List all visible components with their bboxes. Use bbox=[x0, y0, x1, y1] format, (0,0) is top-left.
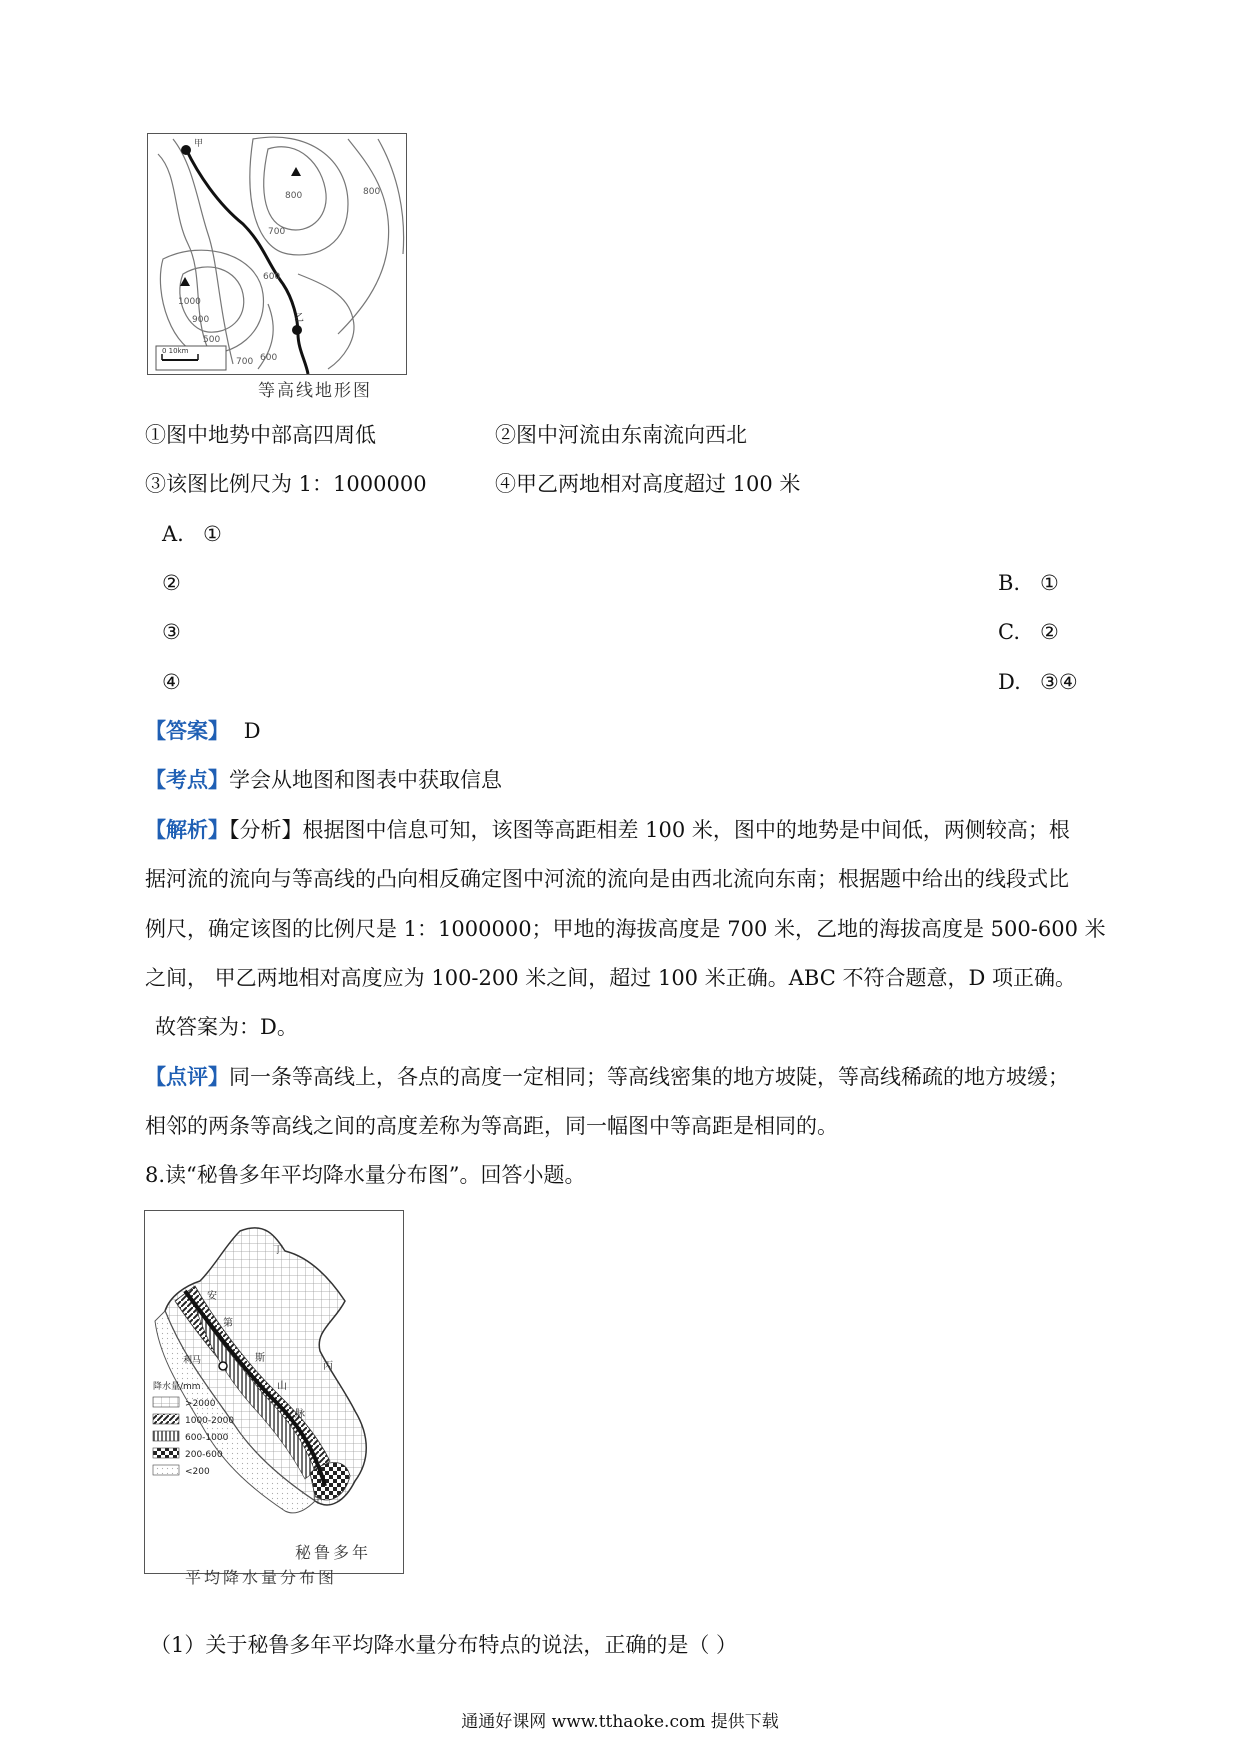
figure2-caption-line2: 平均降水量分布图 bbox=[185, 1568, 338, 1587]
contour-line bbox=[264, 147, 326, 230]
statement-2: ②图中河流由东南流向西北 bbox=[495, 423, 747, 447]
kaodian-line bbox=[145, 765, 502, 795]
option-b-value: ① bbox=[1040, 571, 1059, 595]
page-footer: 通通好课网 www.tthaoke.com 提供下载 bbox=[461, 1712, 779, 1732]
label-900: 900 bbox=[192, 315, 210, 325]
label-di: 第 bbox=[223, 1318, 233, 1329]
peru-map-svg bbox=[145, 1211, 403, 1573]
jiexi-text-1: 【分析】根据图中信息可知，该图等高距相差 100 米，图中的地势是中间低，两侧较高；根 bbox=[229, 818, 1070, 842]
contour-line bbox=[298, 274, 354, 369]
jiexi-line-1 bbox=[145, 815, 1070, 845]
legend-label-600-1000: 600-1000 bbox=[185, 1433, 229, 1443]
answer-value: D bbox=[243, 719, 261, 743]
jiexi-line-2: 据河流的流向与等高线的凸向相反确定图中河流的流向是由西北流向东南；根据题中给出的线段式比 bbox=[145, 867, 1069, 891]
label-mai: 脉 bbox=[295, 1409, 305, 1420]
label-yi: 乙 bbox=[294, 313, 304, 324]
legend-swatch-600-1000 bbox=[153, 1431, 179, 1441]
question-8: 8.读“秘鲁多年平均降水量分布图”。回答小题。 bbox=[145, 1163, 586, 1187]
peru-precipitation-map-figure bbox=[144, 1210, 404, 1574]
answer-line bbox=[145, 716, 261, 746]
lima-marker bbox=[219, 1362, 227, 1370]
legend-swatch-200-600 bbox=[153, 1448, 179, 1458]
scale-label: 0 10km bbox=[162, 347, 189, 355]
point-yi-marker bbox=[292, 325, 302, 335]
option-c-prefix: ③ bbox=[162, 620, 181, 644]
figure2-caption-line1: 秘鲁多年 bbox=[295, 1543, 372, 1562]
label-500: 500 bbox=[203, 335, 221, 345]
option-a-value: ① bbox=[203, 522, 222, 546]
label-jia: 甲 bbox=[313, 1495, 323, 1506]
legend-swatch-gt2000 bbox=[153, 1397, 179, 1407]
legend-label-200-600: 200-600 bbox=[185, 1450, 223, 1460]
contour-line bbox=[378, 139, 404, 254]
dianping-line-2: 相邻的两条等高线之间的高度差称为等高距，同一幅图中等高距是相同的。 bbox=[145, 1114, 838, 1138]
option-c-value: ② bbox=[1040, 620, 1059, 644]
jiexi-line-4: 之间， 甲乙两地相对高度应为 100-200 米之间，超过 100 米正确。ABC 不符合题意，D 项正确。 bbox=[145, 966, 1076, 990]
sub-question-1: （1）关于秘鲁多年平均降水量分布特点的说法，正确的是（ ） bbox=[150, 1633, 738, 1657]
label-700: 700 bbox=[268, 227, 286, 237]
label-800b: 800 bbox=[363, 187, 381, 197]
jiexi-line-5: 故答案为：D。 bbox=[155, 1015, 298, 1039]
option-c-label: C. bbox=[998, 620, 1020, 644]
legend-label-1000-2000: 1000-2000 bbox=[185, 1416, 235, 1426]
statement-1: ①图中地势中部高四周低 bbox=[145, 423, 376, 447]
legend-label-gt2000: >2000 bbox=[185, 1399, 216, 1409]
statement-4: ④甲乙两地相对高度超过 100 米 bbox=[495, 472, 801, 496]
kaodian-text: 学会从地图和图表中获取信息 bbox=[229, 768, 502, 792]
legend-swatch-1000-2000 bbox=[153, 1414, 179, 1424]
point-jia-marker bbox=[181, 145, 191, 155]
answer-tag: 【答案】 bbox=[145, 718, 229, 743]
option-d-label: D. bbox=[998, 670, 1021, 694]
legend-title: 降水量/mm bbox=[153, 1382, 201, 1392]
scale-bar bbox=[156, 346, 226, 370]
label-600b: 600 bbox=[260, 353, 278, 363]
city-lima-label: 利马 bbox=[183, 1356, 202, 1366]
contour-line bbox=[338, 139, 389, 334]
label-800a: 800 bbox=[285, 191, 303, 201]
kaodian-tag: 【考点】 bbox=[145, 767, 229, 792]
peak-marker bbox=[291, 167, 301, 176]
jiexi-line-3: 例尺，确定该图的比例尺是 1：1000000；甲地的海拔高度是 700 米，乙地的海拔高度是 500-600 米 bbox=[145, 917, 1106, 941]
dianping-text-1: 同一条等高线上，各点的高度一定相同；等高线密集的地方坡陡，等高线稀疏的地方坡缓； bbox=[229, 1065, 1069, 1089]
option-b-prefix: ② bbox=[162, 571, 181, 595]
label-600a: 600 bbox=[263, 272, 281, 282]
option-d-prefix: ④ bbox=[162, 670, 181, 694]
option-a-label: A. bbox=[162, 522, 184, 546]
legend-swatch-lt200 bbox=[153, 1465, 179, 1475]
contour-map-svg bbox=[148, 134, 406, 374]
label-700b: 700 bbox=[236, 357, 254, 367]
legend-label-lt200: <200 bbox=[185, 1467, 210, 1477]
label-jia: 甲 bbox=[194, 139, 204, 149]
label-shan: 山 bbox=[277, 1381, 287, 1392]
figure1-caption: 等高线地形图 bbox=[258, 381, 372, 401]
jiexi-tag: 【解析】 bbox=[145, 817, 229, 842]
statement-3: ③该图比例尺为 1：1000000 bbox=[145, 472, 427, 496]
dianping-tag: 【点评】 bbox=[145, 1064, 229, 1089]
label-an: 安 bbox=[207, 1291, 217, 1302]
option-d-value: ③④ bbox=[1040, 670, 1078, 694]
label-si: 斯 bbox=[255, 1353, 265, 1364]
contour-map-figure bbox=[147, 133, 407, 375]
label-bing: 丙 bbox=[323, 1361, 333, 1372]
option-b-label: B. bbox=[998, 571, 1021, 595]
dianping-line-1 bbox=[145, 1062, 1069, 1092]
label-ding: 丁 bbox=[273, 1245, 283, 1256]
label-1000: 1000 bbox=[178, 297, 201, 307]
